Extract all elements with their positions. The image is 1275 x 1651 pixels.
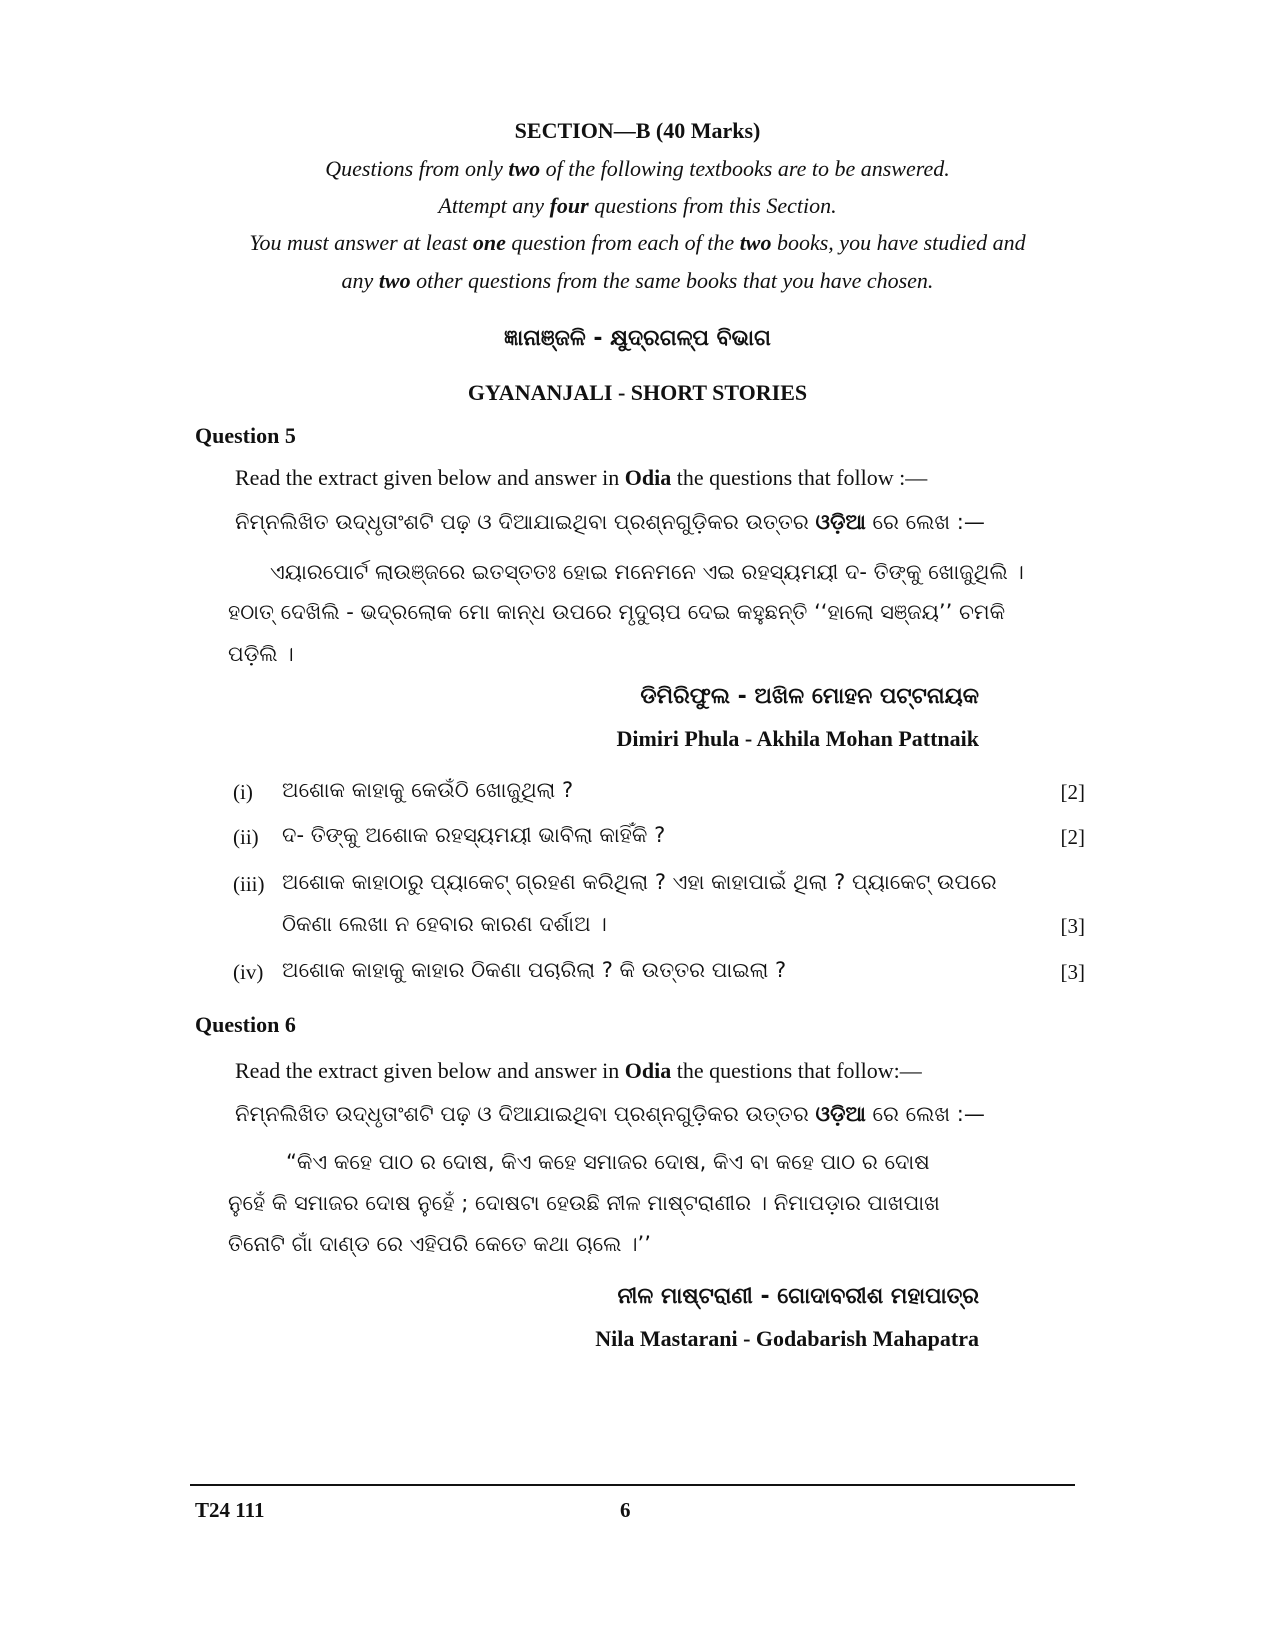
odia-instr-emph: ଓଡ଼ିଆ — [815, 1102, 866, 1126]
instr-text: question from each of the — [505, 230, 740, 255]
instr-text: other questions from the same books that you have chosen. — [410, 268, 934, 293]
q5-extract-line-1: ଏୟାରପୋର୍ଟ ଲାଉଞ୍ଜରେ ଇତସ୍ତତଃ ହୋଇ ମନେମନେ ଏଇ ରହସ୍ୟମୟୀ ଦ- ତିଙ୍କୁ ଖୋଜୁଥିଲି । — [270, 560, 1024, 584]
q5-read-instruction — [235, 465, 927, 491]
q5-sub-3-marks: [3] — [1060, 914, 1085, 938]
instr-text: You must answer at least — [249, 230, 473, 255]
read-emph: Odia — [624, 1058, 672, 1083]
instr-emph: two — [508, 156, 541, 181]
instr-emph: two — [378, 268, 411, 293]
odia-instr-text: ରେ ଲେଖ :— — [865, 510, 985, 534]
instr-text: of the following textbooks are to be answered. — [540, 156, 950, 181]
q5-sub-1-text: ଅଶୋକ କାହାକୁ କେଉଁଠି ଖୋଜୁଥିଲା ? — [282, 778, 574, 802]
instr-emph: two — [739, 230, 772, 255]
q6-heading: Question 6 — [195, 1012, 296, 1037]
footer-rule — [190, 1484, 1075, 1486]
q6-source-english: Nila Mastarani - Godabarish Mahapatra — [595, 1326, 979, 1351]
read-text: the questions that follow :— — [671, 465, 928, 490]
paper-code: T24 111 — [195, 1498, 265, 1522]
instr-text: questions from this Section. — [588, 193, 837, 218]
page-number: 6 — [620, 1498, 631, 1522]
read-text: the questions that follow:— — [671, 1058, 922, 1083]
instr-text: Questions from only — [325, 156, 509, 181]
q5-sub-4-marks: [3] — [1060, 960, 1085, 984]
instruction-line-2 — [0, 193, 1275, 219]
q6-odia-instruction — [235, 1102, 985, 1127]
q6-extract-line-3: ତିନୋଟି ଗାଁ ଦାଣ୍ଡ ରେ ଏହିପରି କେତେ କଥା ଚାଲେ ।’’ — [228, 1232, 651, 1256]
instr-emph: four — [549, 193, 589, 218]
q5-sub-2-text: ଦ- ତିଙ୍କୁ ଅଶୋକ ରହସ୍ୟମୟୀ ଭାବିଲା କାହିଁକି ? — [282, 823, 666, 847]
instr-text: books, you have studied and — [771, 230, 1026, 255]
q6-extract-line-2: ନୁହେଁ କି ସମାଜର ଦୋଷ ନୁହେଁ ; ଦୋଷଟା ହେଉଛି ନୀଳ ମାଷ୍ଟରାଣୀର । ନିମାପଡ଼ାର ପାଖପାଖ — [228, 1191, 940, 1215]
q5-source-english: Dimiri Phula - Akhila Mohan Pattnaik — [616, 726, 979, 751]
odia-instr-text: ନିମ୍ନଲିଖିତ ଉଦ୍ଧୃତାଂଶଟି ପଢ଼ ଓ ଦିଆଯାଇଥିବା ପ୍ରଶ୍ନଗୁଡ଼ିକର ଉତ୍ତର — [235, 1102, 816, 1126]
q6-extract-line-1: “କିଏ କହେ ପାଠ ର ଦୋଷ, କିଏ କହେ ସମାଜର ଦୋଷ, କିଏ ବା କହେ ପାଠ ର ଦୋଷ — [286, 1150, 930, 1174]
odia-instr-text: ରେ ଲେଖ :— — [865, 1102, 985, 1126]
read-text: Read the extract given below and answer in — [235, 465, 625, 490]
q5-heading: Question 5 — [195, 423, 296, 448]
instr-text: any — [341, 268, 379, 293]
q5-sub-2-number: (ii) — [233, 825, 259, 849]
read-emph: Odia — [624, 465, 672, 490]
instruction-line-1 — [0, 156, 1275, 182]
instr-emph: one — [472, 230, 506, 255]
q5-sub-4-text: ଅଶୋକ କାହାକୁ କାହାର ଠିକଣା ପଚାରିଲା ? କି ଉତ୍ତର ପାଇଲା ? — [282, 958, 787, 982]
q5-extract-line-3: ପଡ଼ିଲି । — [228, 642, 294, 666]
odia-instr-text: ନିମ୍ନଲିଖିତ ଉଦ୍ଧୃତାଂଶଟି ପଢ଼ ଓ ଦିଆଯାଇଥିବା ପ୍ରଶ୍ନଗୁଡ଼ିକର ଉତ୍ତର — [235, 510, 816, 534]
book-title-odia: ଜ୍ଞାନାଞ୍ଜଳି - କ୍ଷୁଦ୍ରଗଳ୍ପ ବିଭାଗ — [504, 326, 771, 351]
instr-text: Attempt any — [438, 193, 550, 218]
instruction-line-3 — [0, 230, 1275, 256]
q6-read-instruction — [235, 1058, 922, 1084]
q5-source-odia: ଡିମିରିଫୁଲ - ଅଖିଳ ମୋହନ ପଟ୍ଟନାୟକ — [640, 684, 979, 709]
read-text: Read the extract given below and answer in — [235, 1058, 625, 1083]
book-title-english: GYANANJALI - SHORT STORIES — [467, 380, 808, 405]
instruction-line-4 — [0, 268, 1275, 294]
q5-sub-2-marks: [2] — [1060, 825, 1085, 849]
q5-extract-line-2: ହଠାତ୍ ଦେଖିଲି - ଭଦ୍ରଲୋକ ମୋ କାନ୍ଧ ଉପରେ ମୃଦୁଚାପ ଦେଇ କହୁଛନ୍ତି ‘‘ହାଲୋ ସଞ୍ଜୟ’’ ଚମକି — [228, 600, 1006, 624]
q6-source-odia: ନୀଳ ମାଷ୍ଟରାଣୀ - ଗୋଦାବରୀଶ ମହାପାତ୍ର — [617, 1284, 979, 1309]
q5-sub-1-marks: [2] — [1060, 780, 1085, 804]
q5-sub-3-text: ଅଶୋକ କାହାଠାରୁ ପ୍ୟାକେଟ୍ ଗ୍ରହଣ କରିଥିଲା ? ଏହା କାହାପାଇଁ ଥିଲା ? ପ୍ୟାକେଟ୍ ଉପରେ — [282, 870, 997, 894]
q5-sub-3-number: (iii) — [233, 872, 265, 896]
q5-sub-3-text-cont: ଠିକଣା ଲେଖା ନ ହେବାର କାରଣ ଦର୍ଶାଅ । — [282, 912, 607, 936]
q5-odia-instruction — [235, 510, 985, 535]
q5-sub-4-number: (iv) — [233, 960, 264, 984]
odia-instr-emph: ଓଡ଼ିଆ — [815, 510, 866, 534]
section-title: SECTION—B (40 Marks) — [514, 118, 761, 143]
q5-sub-1-number: (i) — [233, 780, 253, 804]
